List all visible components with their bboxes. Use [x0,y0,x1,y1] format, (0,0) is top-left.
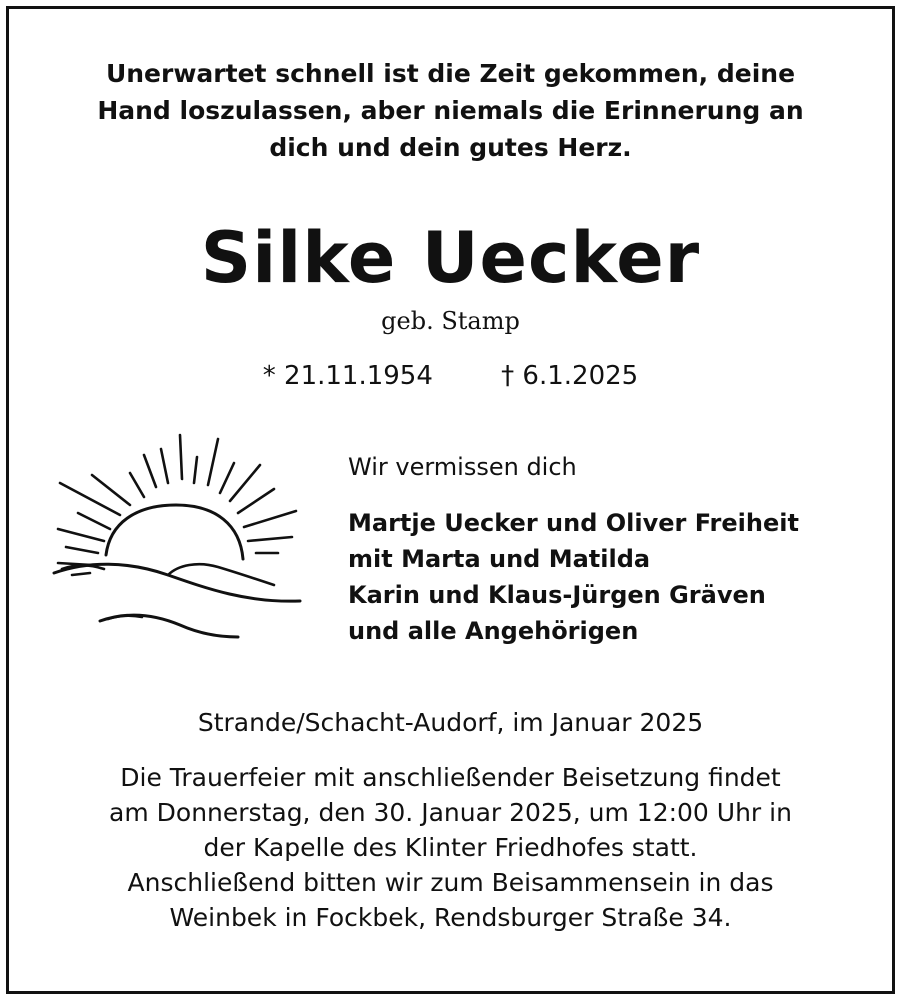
mourners-intro: Wir vermissen dich [348,453,577,481]
quote-line: Hand loszulassen, aber niemals die Erinnerung an [97,96,804,125]
mourner-line: Martje Uecker und Oliver Freiheit [348,509,799,537]
life-dates [0,358,901,394]
ceremony-line: Die Trauerfeier mit anschließender Beisetzung findet [120,763,781,792]
ceremony-line: der Kapelle des Klinter Friedhofes statt. [203,833,698,862]
ceremony-line: Weinbek in Fockbek, Rendsburger Straße 34. [169,903,732,932]
place-and-date: Strande/Schacht-Audorf, im Januar 2025 [197,708,704,737]
memorial-quote [0,55,901,166]
maiden-name: geb. Stamp [381,307,520,335]
mourners-list [348,505,799,649]
deceased-name: Silke Uecker [200,217,701,299]
mourner-line: mit Marta und Matilda [348,545,651,573]
mourner-line: Karin und Klaus-Jürgen Gräven [348,581,766,609]
quote-line: dich und dein gutes Herz. [269,133,632,162]
mourner-line: und alle Angehörigen [348,617,639,645]
ceremony-line: Anschließend bitten wir zum Beisammensein in das [127,868,774,897]
sunset-icon [48,425,308,645]
death-date: † 6.1.2025 [501,361,639,391]
ceremony-details [0,760,901,935]
birth-date: * 21.11.1954 [262,361,433,391]
ceremony-line: am Donnerstag, den 30. Januar 2025, um 12:00 Uhr in [109,798,792,827]
quote-line: Unerwartet schnell ist die Zeit gekommen, deine [105,59,796,88]
